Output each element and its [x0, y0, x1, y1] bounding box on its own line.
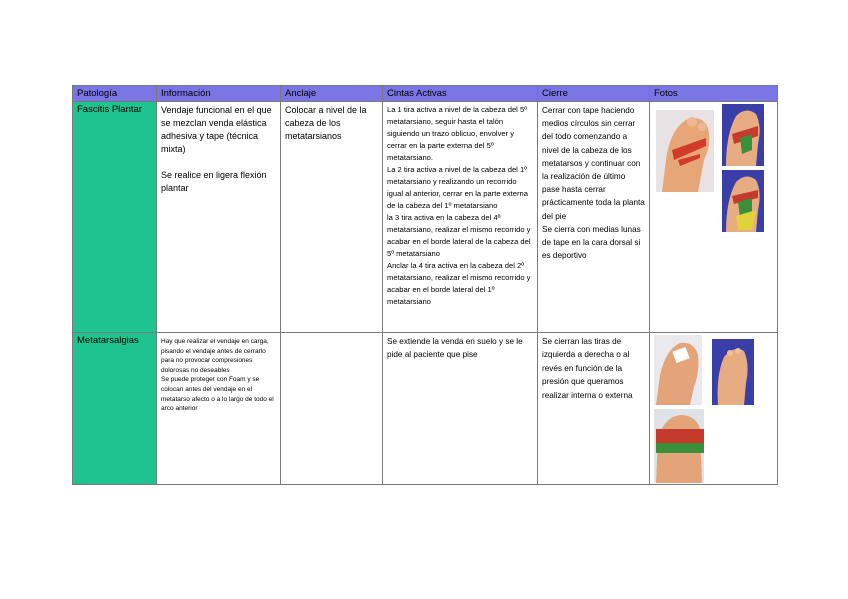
information-cell	[157, 102, 281, 333]
active-strips-cell	[383, 102, 538, 333]
header-information: Información	[157, 86, 281, 102]
header-photos: Fotos	[650, 86, 778, 102]
active-strips-cell	[383, 333, 538, 485]
closure-text: Se cierran las tiras de izquierda a derecha o al revés en función de la presión que queramos realizar interna o externa	[542, 337, 633, 400]
information-text: Vendaje funcional en el que se mezclan venda elástica adhesiva y tape (técnica mixta)	[161, 105, 272, 154]
foot-photo	[654, 409, 704, 483]
photos-cell	[650, 333, 778, 485]
photos-cell	[650, 102, 778, 333]
header-pathology: Patología	[73, 86, 157, 102]
information-text: Hay que realizar el vendaje en carga, pisando el vendaje antes de cerrarlo para no provocar compresiones dolorosas no deseables Se puede proteger con Foam y se colocan antes del vendaje en el metatarso afecto o a lo largo de todo el arco anterior	[161, 338, 274, 413]
information-text: Se realice en ligera flexión plantar	[161, 170, 267, 193]
foot-photo	[712, 339, 754, 405]
table-row	[73, 102, 778, 333]
foot-photo	[722, 104, 764, 166]
closure-text: Cerrar con tape haciendo medios círculos sin cerrar del todo comenzando a nivel de la cabeza de los metatarsos y continuar con la realización de último pase hasta cerrar prácticamente toda la planta del pie Se cierra con medias lunas de tape en la cara dorsal si es deportivo	[542, 106, 645, 261]
foot-photo	[722, 170, 764, 232]
anchor-cell	[281, 333, 383, 485]
information-cell	[157, 333, 281, 485]
bandage-table	[72, 85, 778, 485]
foot-photo	[656, 110, 714, 192]
closure-cell	[538, 102, 650, 333]
active-strips-text: La 1 tira activa a nivel de la cabeza del 5º metatarsiano, seguir hasta el talón siguiendo un trazo oblicuo, envolver y cerrar en la parte externa del 5º metatarsiano. La 2 tira activa a nivel de la cabeza del 1º metatarsiano y realizando un recorrido igual al anterior, cerrar en la parte externa de la cabeza del 1º metatarsiano la 3 tira activa en la cabeza del 4º metatarsiano, realizar el mismo recorrido y acabar en el borde lateral de la cabeza del 5º metatarsiano Anclar la 4 tira activa en la cabeza del 2º metatarsiano, realizar el mismo recorrido y acabar en el borde lateral del 1º metatarsiano	[387, 105, 531, 306]
active-strips-text: Se extiende la venda en suelo y se le pide al paciente que pise	[387, 337, 523, 359]
foot-photo	[654, 335, 702, 405]
pathology-cell: Fascitis Plantar	[73, 102, 157, 333]
header-active-strips: Cintas Activas	[383, 86, 538, 102]
table-row	[73, 333, 778, 485]
header-anchor: Anclaje	[281, 86, 383, 102]
anchor-cell: Colocar a nivel de la cabeza de los metatarsianos	[281, 102, 383, 333]
closure-cell	[538, 333, 650, 485]
header-row	[73, 86, 778, 102]
pathology-cell: Metatarsalgias	[73, 333, 157, 485]
header-closure: Cierre	[538, 86, 650, 102]
